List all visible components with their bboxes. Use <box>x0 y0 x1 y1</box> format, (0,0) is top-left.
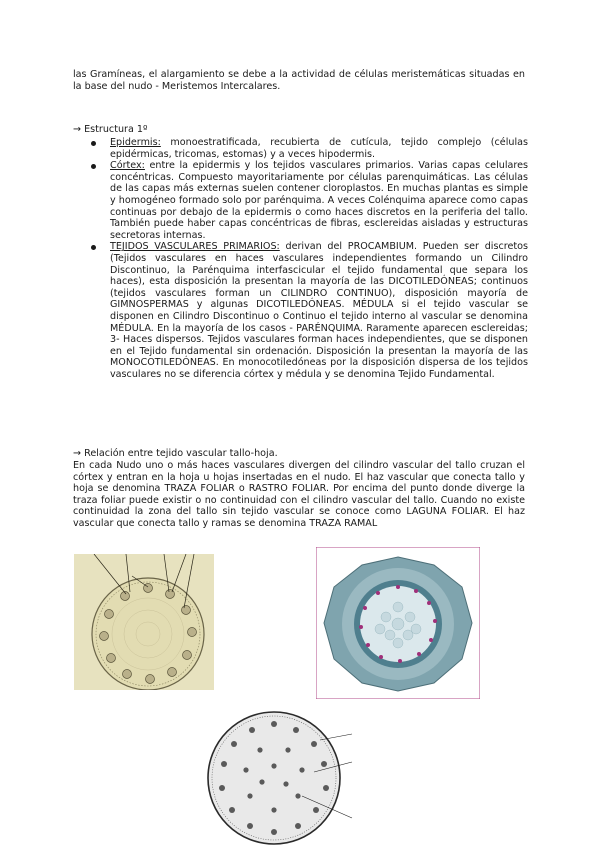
structure-heading: → Estructura 1º <box>73 124 148 135</box>
stem-section-figure-2 <box>316 547 480 699</box>
bullet-icon <box>91 245 96 250</box>
bullet-icon <box>91 141 96 146</box>
relation-heading: → Relación entre tejido vascular tallo-hoja. <box>73 448 278 459</box>
text-cortex: entre la epidermis y los tejidos vasculares primarios. Varias capas celulares concéntricas. Compuesto mayoritariamente por células parenquimáticas. Las células de las capas más externas suelen contener cloroplastos. En muchas plantas es simple y homogéneo formado solo por parénquima. A veces Colénquima aparece como capas continuas por debajo de la epidermis o como haces discretos en la periferia del tallo. También puede haber capas concéntricas de fibras, esclereidas aisladas y estructuras secretoras internas. <box>110 160 528 241</box>
text-epidermis: monoestratificada, recubierta de cutícula, tejido complejo (células epidérmicas, tricomas, estomas) y a veces hipodermis. <box>110 137 528 160</box>
structure-list <box>88 137 528 380</box>
stem-section-figure-3 <box>202 700 358 848</box>
list-item-epidermis <box>88 137 528 160</box>
stem-section-figure-1 <box>74 554 214 690</box>
term-cortex: Córtex: <box>110 160 145 172</box>
term-vascular: TEJIDOS VASCULARES PRIMARIOS: <box>110 241 280 253</box>
intro-paragraph: las Gramíneas, el alargamiento se debe a la actividad de células meristemáticas situadas en la base del nudo - Meristemos Intercalares. <box>73 69 525 92</box>
bullet-icon <box>91 164 96 169</box>
term-epidermis: Epidermis: <box>110 137 161 148</box>
list-item-vascular <box>88 241 528 380</box>
text-vascular: derivan del PROCAMBIUM. Pueden ser discretos (Tejidos vasculares en haces vasculares independientes formando un Cilindro Discontinuo, la Parénquima interfascicular el tejido fundamental que separa los haces), esta disposición la presentan la mayoría de las DICOTILEDÓNEAS; continuos (tejidos vasculares forman un CILINDRO CONTINUO), disposición mayoría de GIMNOSPERMAS y algunas DICOTILEDÓNEAS. MÉDULA si el tejido vascular se disponen en Cilindro Discontinuo o Continuo el tejido interno al vascular se denomina MÉDULA. En la mayoría de los casos - PARÉNQUIMA. Raramente aparecen esclereidas; 3- Haces dispersos. Tejidos vasculares forman haces independientes, que se disponen en el Tejido fundamental sin ordenación. Disposición la presentan la mayoría de las MONOCOTILEDÓNEAS. En monocotiledóneas por la disposición dispersa de los tejidos vasculares no se diferencia córtex y médula y se denomina Tejido Fundamental. <box>110 241 529 380</box>
relation-paragraph: En cada Nudo uno o más haces vasculares divergen del cilindro vascular del tallo cruzan el córtex y entran en la hoja u hojas insertadas en el nudo. El haz vascular que conecta tallo y hoja se denomina TRAZA FOLIAR o RASTRO FOLIAR. Por encima del punto donde diverge la traza foliar puede existir o no continuidad con el cilindro vascular del tallo. Cuando no existe continuidad la zona del tallo sin tejido vascular se conoce como LAGUNA FOLIAR. El haz vascular que conecta tallo y ramas se denomina TRAZA RAMAL <box>73 460 525 529</box>
list-item-cortex <box>88 160 528 241</box>
